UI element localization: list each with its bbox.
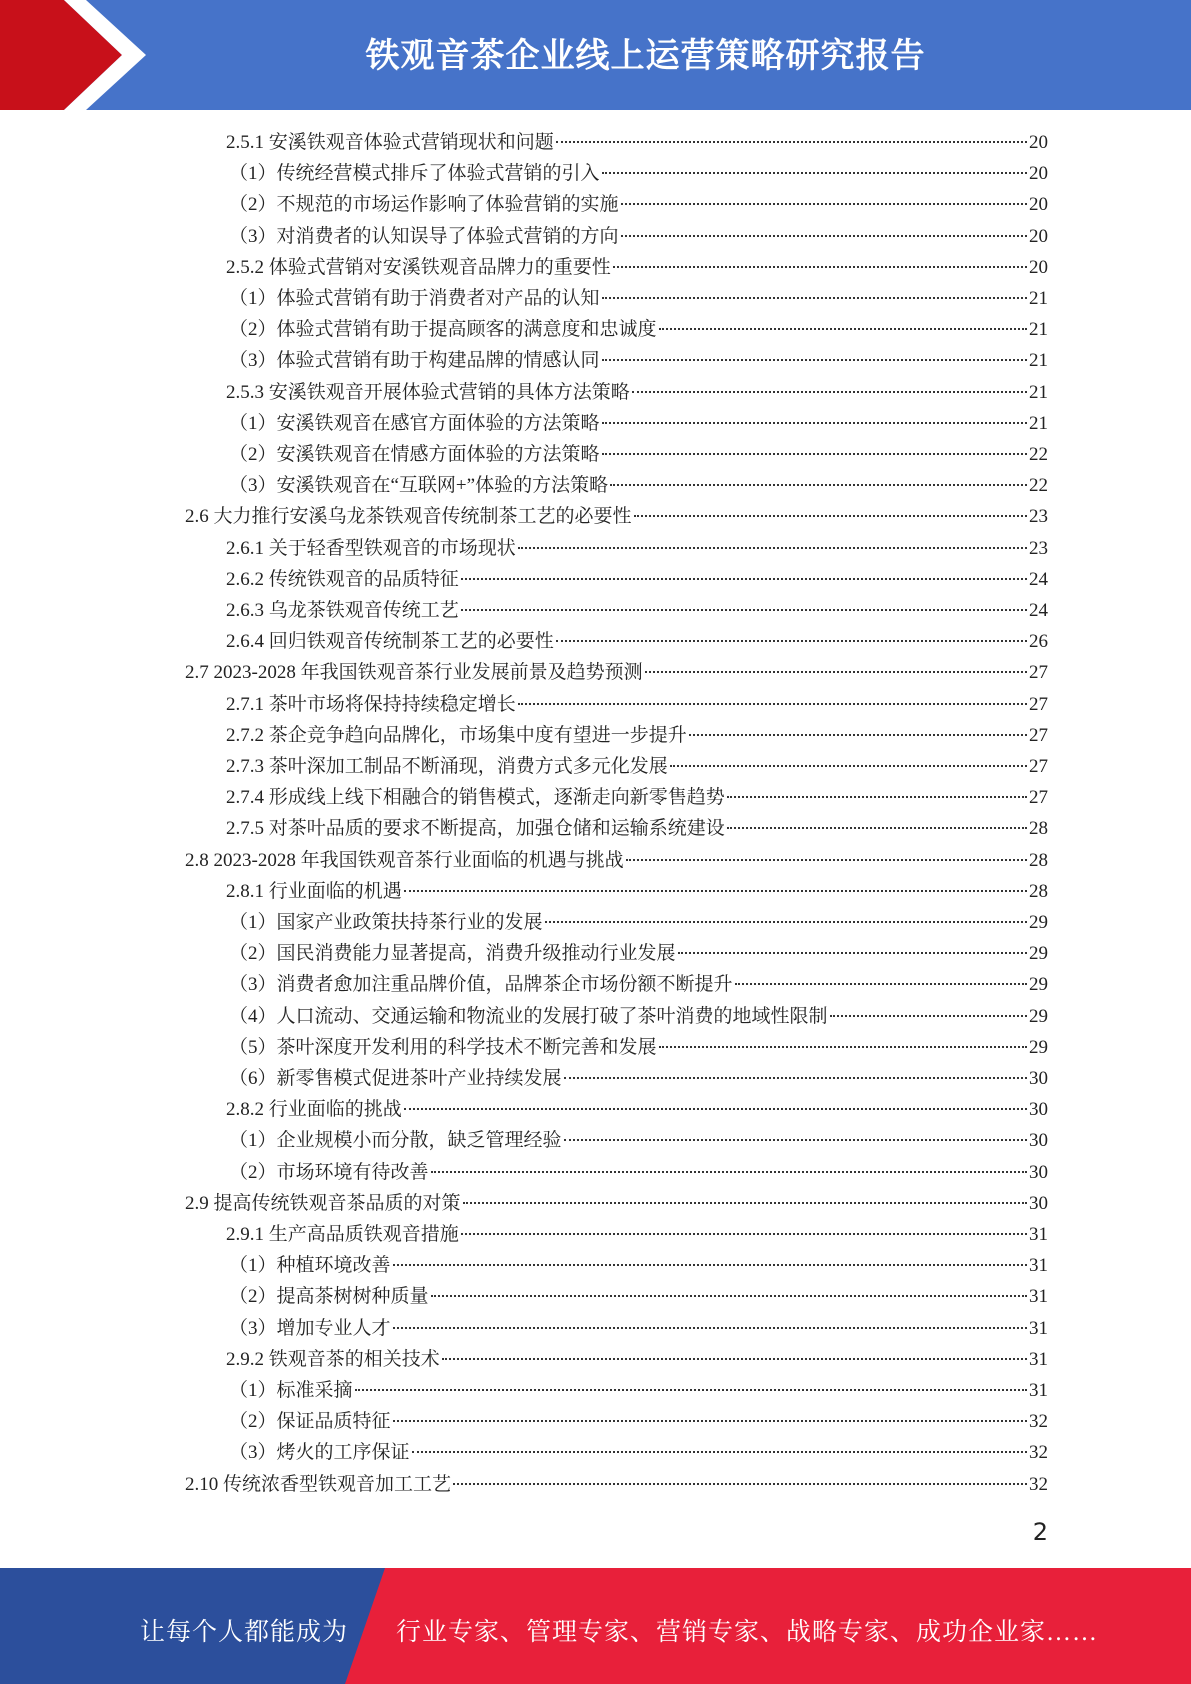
- toc-entry[interactable]: [226, 813, 1048, 844]
- toc-entry-page: 27: [1029, 662, 1048, 684]
- toc-dot-leader: [461, 1233, 1027, 1235]
- toc-entry[interactable]: [229, 345, 1048, 376]
- toc-entry[interactable]: [226, 1094, 1048, 1125]
- toc-dot-leader: [564, 1077, 1027, 1079]
- toc-entry-page: 29: [1029, 974, 1048, 996]
- toc-dot-leader: [727, 796, 1027, 798]
- toc-entry-page: 30: [1029, 1161, 1048, 1183]
- toc-entry-title: 2.7.5 对茶叶品质的要求不断提高，加强仓储和运输系统建设: [226, 818, 725, 840]
- toc-dot-leader: [404, 1108, 1027, 1110]
- toc-dot-leader: [453, 1483, 1027, 1485]
- toc-dot-leader: [610, 484, 1027, 486]
- toc-dot-leader: [621, 203, 1027, 205]
- toc-entry-title: 2.6.1 关于轻香型铁观音的市场现状: [226, 537, 516, 559]
- footer-slogan-right: 行业专家、管理专家、营销专家、战略专家、成功企业家……: [396, 1619, 1099, 1646]
- toc-entry[interactable]: [226, 689, 1048, 720]
- toc-entry-title: 2.7.4 形成线上线下相融合的销售模式，逐渐走向新零售趋势: [226, 787, 725, 809]
- toc-dot-leader: [393, 1264, 1027, 1266]
- toc-entry-page: 28: [1029, 849, 1048, 871]
- header-band: [0, 0, 1191, 110]
- toc-entry[interactable]: [229, 283, 1048, 314]
- toc-dot-leader: [556, 640, 1027, 642]
- chevron-arrow-icon: [0, 0, 160, 110]
- toc-entry[interactable]: [226, 876, 1048, 907]
- toc-entry[interactable]: [226, 720, 1048, 751]
- toc-dot-leader: [431, 1295, 1027, 1297]
- toc-entry-page: 27: [1029, 756, 1048, 777]
- toc-entry[interactable]: [229, 1406, 1048, 1437]
- toc-entry-title: （1）体验式营销有助于消费者对产品的认知: [229, 288, 600, 309]
- toc-dot-leader: [626, 859, 1027, 861]
- toc-entry[interactable]: [229, 1250, 1048, 1281]
- toc-entry[interactable]: [229, 408, 1048, 439]
- toc-entry-title: 2.6.3 乌龙茶铁观音传统工艺: [226, 600, 459, 621]
- toc-entry-page: 31: [1029, 1317, 1048, 1339]
- toc-entry-page: 21: [1029, 319, 1048, 341]
- toc-entry-title: （1）种植环境改善: [229, 1255, 391, 1277]
- toc-entry-page: 31: [1029, 1348, 1048, 1370]
- toc-entry[interactable]: [185, 657, 1048, 688]
- toc-entry-title: 2.7 2023-2028 年我国铁观音茶行业发展前景及趋势预测: [185, 662, 643, 684]
- toc-dot-leader: [461, 578, 1027, 580]
- toc-dot-leader: [632, 391, 1027, 393]
- toc-entry-page: 29: [1029, 943, 1048, 965]
- toc-entry-page: 21: [1029, 381, 1048, 403]
- toc-dot-leader: [659, 328, 1027, 330]
- toc-entry-title: 2.8 2023-2028 年我国铁观音茶行业面临的机遇与挑战: [185, 849, 624, 871]
- toc-entry-page: 32: [1029, 1442, 1048, 1464]
- toc-entry-page: 31: [1029, 1380, 1048, 1401]
- toc-entry[interactable]: [229, 1063, 1048, 1094]
- toc-entry[interactable]: [229, 189, 1048, 220]
- toc-dot-leader: [659, 1046, 1027, 1048]
- toc-dot-leader: [678, 952, 1027, 954]
- toc-entry[interactable]: [226, 533, 1048, 564]
- toc-dot-leader: [830, 1015, 1027, 1017]
- toc-entry-title: 2.10 传统浓香型铁观音加工工艺: [185, 1473, 452, 1495]
- toc-dot-leader: [463, 1202, 1027, 1204]
- toc-entry[interactable]: [229, 969, 1048, 1000]
- toc-entry[interactable]: [229, 470, 1048, 501]
- toc-dot-leader: [645, 671, 1027, 673]
- toc-entry-page: 21: [1029, 350, 1048, 372]
- footer-slogan-left: 让每个人都能成为: [140, 1619, 349, 1646]
- toc-entry[interactable]: [229, 1375, 1048, 1406]
- toc-entry-title: （6）新零售模式促进茶叶产业持续发展: [229, 1068, 562, 1089]
- toc-entry-title: （2）不规范的市场运作影响了体验营销的实施: [229, 194, 619, 216]
- toc-entry-page: 28: [1029, 880, 1048, 902]
- toc-entry[interactable]: [185, 1188, 1048, 1219]
- toc-entry-page: 31: [1029, 1286, 1048, 1308]
- toc-entry-page: 22: [1029, 475, 1048, 497]
- toc-entry-page: 31: [1029, 1255, 1048, 1277]
- toc-entry-title: 2.6 大力推行安溪乌龙茶铁观音传统制茶工艺的必要性: [185, 506, 632, 528]
- toc-entry-page: 22: [1029, 444, 1048, 465]
- toc-entry-title: 2.7.3 茶叶深加工制品不断涌现，消费方式多元化发展: [226, 756, 668, 777]
- footer-band: [0, 1568, 1191, 1684]
- toc-entry-title: （3）消费者愈加注重品牌价值，品牌茶企市场份额不断提升: [229, 974, 733, 996]
- toc-entry[interactable]: [229, 314, 1048, 345]
- toc-dot-leader: [355, 1389, 1027, 1391]
- toc-entry-title: （5）茶叶深度开发利用的科学技术不断完善和发展: [229, 1036, 657, 1058]
- toc-dot-leader: [545, 921, 1027, 923]
- toc-entry[interactable]: [226, 127, 1048, 158]
- toc-entry[interactable]: [229, 221, 1048, 252]
- toc-entry-page: 20: [1029, 132, 1048, 153]
- toc-entry[interactable]: [226, 595, 1048, 626]
- toc-dot-leader: [670, 765, 1027, 767]
- toc-dot-leader: [393, 1327, 1027, 1329]
- toc-entry[interactable]: [226, 626, 1048, 657]
- toc-dot-leader: [602, 422, 1027, 424]
- toc-entry-page: 27: [1029, 787, 1048, 809]
- toc-dot-leader: [518, 703, 1027, 705]
- toc-entry-page: 20: [1029, 194, 1048, 216]
- toc-dot-leader: [735, 983, 1027, 985]
- toc-entry[interactable]: [226, 377, 1048, 408]
- toc-dot-leader: [556, 141, 1027, 143]
- toc-dot-leader: [431, 1171, 1027, 1173]
- toc-entry-title: （1）国家产业政策扶持茶行业的发展: [229, 912, 543, 933]
- toc-entry-title: （2）保证品质特征: [229, 1411, 391, 1433]
- toc-entry-title: （2）安溪铁观音在情感方面体验的方法策略: [229, 444, 600, 465]
- toc-entry-page: 20: [1029, 163, 1048, 185]
- toc-entry-title: （1）标准采摘: [229, 1380, 353, 1401]
- toc-entry-title: （2）市场环境有待改善: [229, 1161, 429, 1183]
- toc-dot-leader: [461, 609, 1027, 611]
- toc-entry-page: 30: [1029, 1099, 1048, 1121]
- toc-entry-page: 20: [1029, 225, 1048, 247]
- toc-entry[interactable]: [226, 782, 1048, 813]
- toc-entry[interactable]: [229, 907, 1048, 938]
- toc-entry[interactable]: [226, 252, 1048, 283]
- toc-dot-leader: [602, 453, 1027, 455]
- toc-entry-page: 29: [1029, 1005, 1048, 1027]
- toc-entry[interactable]: [185, 1469, 1048, 1500]
- toc-entry-title: 2.8.1 行业面临的机遇: [226, 880, 402, 902]
- toc-entry-title: （1）企业规模小而分散，缺乏管理经验: [229, 1130, 562, 1152]
- toc-entry[interactable]: [229, 1001, 1048, 1032]
- toc-entry-page: 31: [1029, 1224, 1048, 1245]
- toc-entry-page: 23: [1029, 506, 1048, 528]
- toc-entry-title: 2.5.3 安溪铁观音开展体验式营销的具体方法策略: [226, 381, 630, 403]
- toc-entry-page: 21: [1029, 412, 1048, 434]
- toc-entry-title: 2.6.2 传统铁观音的品质特征: [226, 568, 459, 590]
- toc-entry-page: 29: [1029, 912, 1048, 933]
- toc-entry-title: （2）体验式营销有助于提高顾客的满意度和忠诚度: [229, 319, 657, 341]
- toc-entry-title: 2.7.2 茶企竞争趋向品牌化，市场集中度有望进一步提升: [226, 724, 687, 746]
- toc-entry-page: 26: [1029, 631, 1048, 653]
- toc-entry-title: （2）提高茶树树种质量: [229, 1286, 429, 1308]
- toc-entry[interactable]: [229, 938, 1048, 969]
- toc-dot-leader: [404, 890, 1027, 892]
- toc-dot-leader: [727, 827, 1027, 829]
- toc-entry[interactable]: [226, 1344, 1048, 1375]
- toc-entry-page: 24: [1029, 600, 1048, 621]
- toc-entry-page: 23: [1029, 537, 1048, 559]
- toc-entry[interactable]: [226, 1219, 1048, 1250]
- toc-entry-title: （3）安溪铁观音在“互联网+”体验的方法策略: [229, 475, 609, 497]
- toc-entry-title: （1）传统经营模式排斥了体验式营销的引入: [229, 163, 600, 185]
- toc-dot-leader: [602, 359, 1027, 361]
- toc-dot-leader: [689, 734, 1027, 736]
- toc-entry[interactable]: [229, 1437, 1048, 1468]
- toc-dot-leader: [634, 515, 1027, 517]
- toc-entry-title: 2.7.1 茶叶市场将保持持续稳定增长: [226, 693, 516, 715]
- toc-entry-title: （2）国民消费能力显著提高，消费升级推动行业发展: [229, 943, 676, 965]
- toc-entry[interactable]: [185, 845, 1048, 876]
- toc-entry-page: 20: [1029, 256, 1048, 278]
- toc-dot-leader: [602, 297, 1027, 299]
- toc-entry[interactable]: [229, 158, 1048, 189]
- toc-dot-leader: [613, 266, 1027, 268]
- toc-entry[interactable]: [185, 501, 1048, 532]
- toc-dot-leader: [518, 547, 1027, 549]
- toc-entry-title: 2.5.2 体验式营销对安溪铁观音品牌力的重要性: [226, 256, 611, 278]
- toc-entry-page: 24: [1029, 568, 1048, 590]
- toc-entry-page: 21: [1029, 288, 1048, 309]
- toc-entry-page: 32: [1029, 1411, 1048, 1433]
- toc-entry-title: （4）人口流动、交通运输和物流业的发展打破了茶叶消费的地域性限制: [229, 1005, 828, 1027]
- toc-entry-title: （1）安溪铁观音在感官方面体验的方法策略: [229, 412, 600, 434]
- toc-entry-title: 2.9.1 生产高品质铁观音措施: [226, 1224, 459, 1245]
- toc-entry-title: 2.5.1 安溪铁观音体验式营销现状和问题: [226, 132, 554, 153]
- toc-entry[interactable]: [229, 1125, 1048, 1156]
- toc-entry[interactable]: [229, 439, 1048, 470]
- page-number: 2: [1032, 1518, 1048, 1546]
- toc-entry[interactable]: [226, 751, 1048, 782]
- toc-entry-title: （3）体验式营销有助于构建品牌的情感认同: [229, 350, 600, 372]
- toc-entry[interactable]: [229, 1032, 1048, 1063]
- toc-entry[interactable]: [229, 1157, 1048, 1188]
- toc-entry-page: 30: [1029, 1130, 1048, 1152]
- toc-entry-page: 28: [1029, 818, 1048, 840]
- toc-entry-page: 27: [1029, 693, 1048, 715]
- toc-entry-page: 27: [1029, 724, 1048, 746]
- toc-entry-page: 29: [1029, 1036, 1048, 1058]
- report-title: 铁观音茶企业线上运营策略研究报告: [365, 36, 926, 76]
- toc-entry-page: 30: [1029, 1192, 1048, 1214]
- toc-entry[interactable]: [229, 1313, 1048, 1344]
- toc-entry-page: 32: [1029, 1473, 1048, 1495]
- toc-entry-title: （3）烤火的工序保证: [229, 1442, 410, 1464]
- toc-dot-leader: [412, 1451, 1027, 1453]
- toc-entry-title: 2.6.4 回归铁观音传统制茶工艺的必要性: [226, 631, 554, 653]
- toc-entry-title: 2.8.2 行业面临的挑战: [226, 1099, 402, 1121]
- toc-dot-leader: [442, 1358, 1027, 1360]
- toc-entry-title: （3）对消费者的认知误导了体验式营销的方向: [229, 225, 619, 247]
- toc-dot-leader: [393, 1420, 1027, 1422]
- toc-entry[interactable]: [229, 1281, 1048, 1312]
- toc-entry-page: 30: [1029, 1068, 1048, 1089]
- toc-entry-title: 2.9.2 铁观音茶的相关技术: [226, 1348, 440, 1370]
- toc-dot-leader: [621, 235, 1027, 237]
- toc-entry[interactable]: [226, 564, 1048, 595]
- toc-dot-leader: [564, 1139, 1027, 1141]
- toc-dot-leader: [602, 172, 1027, 174]
- toc-entry-title: （3）增加专业人才: [229, 1317, 391, 1339]
- toc-entry-title: 2.9 提高传统铁观音茶品质的对策: [185, 1192, 461, 1214]
